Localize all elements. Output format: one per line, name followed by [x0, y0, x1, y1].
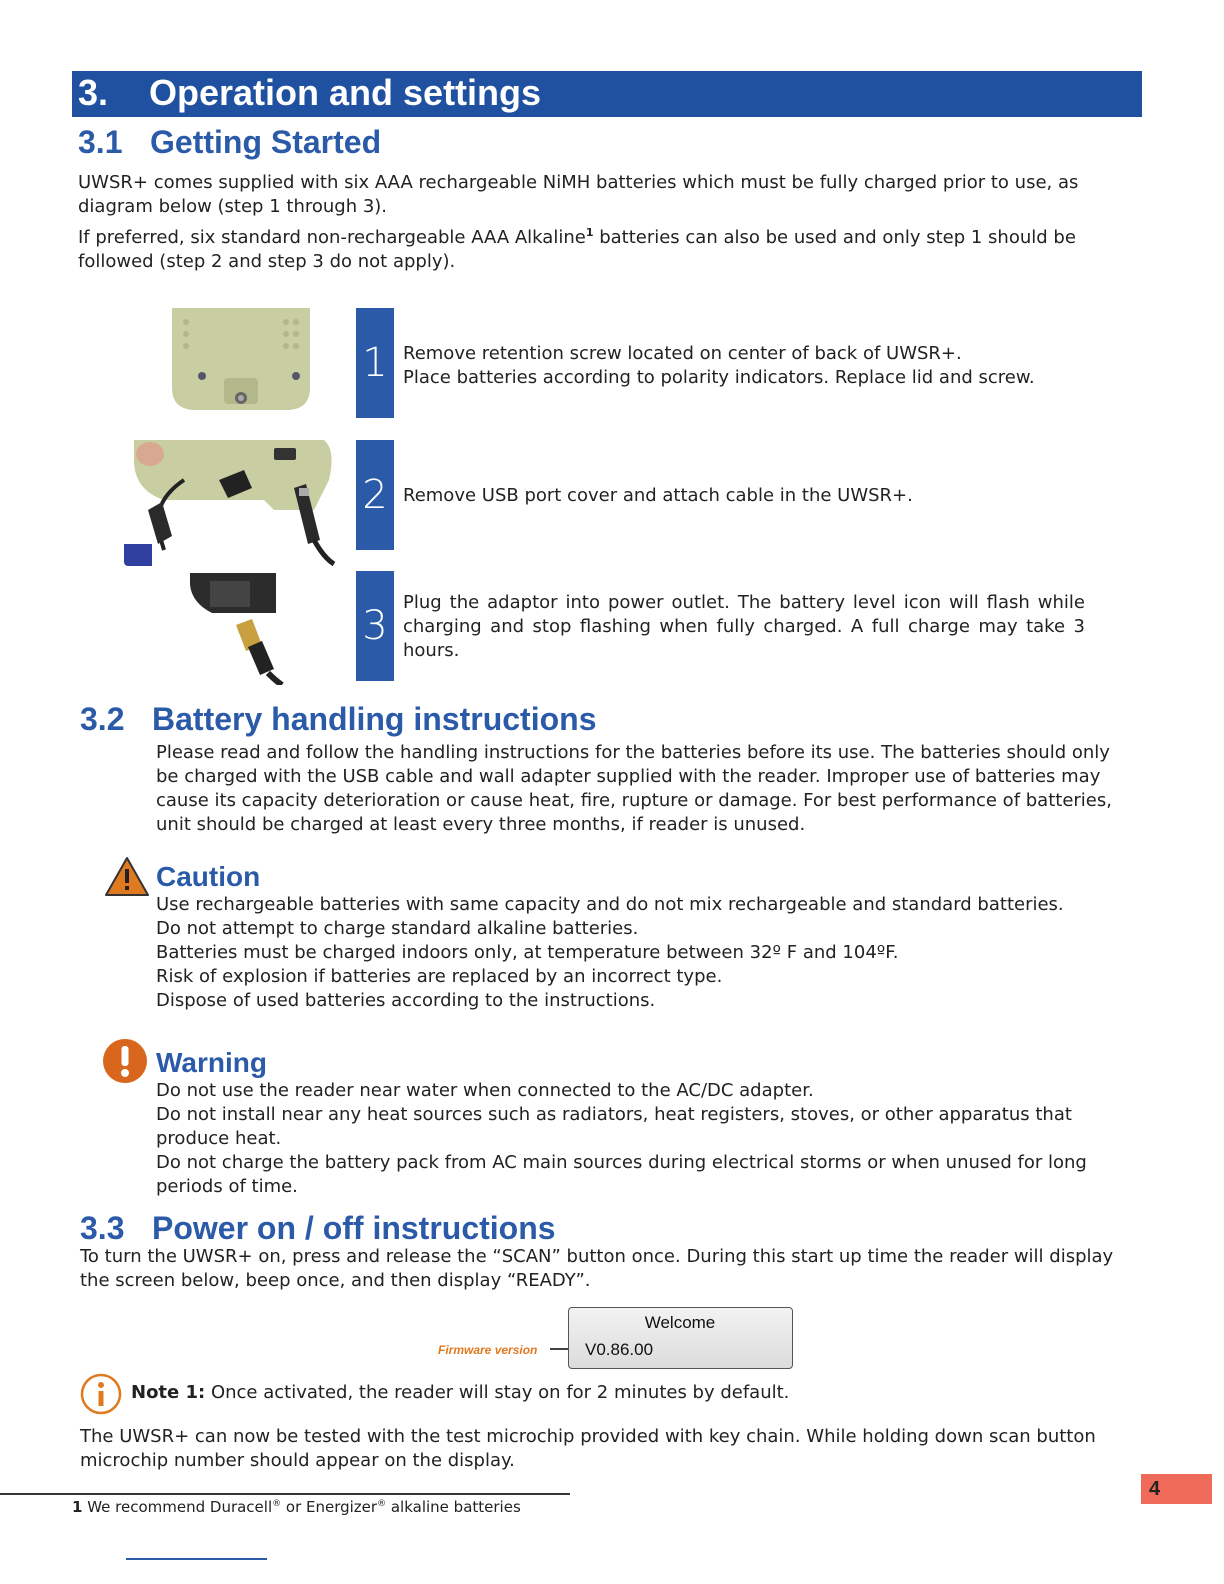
firmware-version-label: Firmware version: [438, 1343, 538, 1357]
warning-line: Do not use the reader near water when connected to the AC/DC adapter.: [156, 1080, 814, 1101]
step-2-text: Remove USB port cover and attach cable in the UWSR+.: [403, 485, 913, 506]
section-title: Battery handling instructions: [152, 701, 597, 737]
caution-list: [156, 893, 1146, 1013]
footnote-text: or Energizer: [281, 1498, 378, 1516]
warning-list: [156, 1079, 1138, 1199]
chapter-title: Operation and settings: [149, 72, 542, 113]
section-title: Getting Started: [150, 124, 382, 160]
step-1-text: [403, 342, 1103, 390]
registered-mark: ®: [377, 1499, 387, 1509]
usb-port-photo: [124, 440, 339, 566]
warning-line: Do not install near any heat sources such as radiators, heat registers, stoves, or other apparatus that produce heat.: [156, 1104, 1072, 1149]
alkaline-paragraph: [78, 226, 1138, 274]
step-3-text: Plug the adaptor into power outlet. The battery level icon will flash while charging and stop flashing when fully charged. A full charge may take 3 hours.: [403, 592, 1085, 661]
lcd-version-text: V0.86.00: [585, 1340, 654, 1359]
registered-mark: ®: [272, 1499, 282, 1509]
battery-compartment-photo: [170, 308, 312, 412]
footnote: [72, 1498, 521, 1516]
intro-paragraph: UWSR+ comes supplied with six AAA rechargeable NiMH batteries which must be fully charged prior to use, as diagram below (step 1 through 3).: [78, 172, 1079, 217]
warning-title: Warning: [156, 1047, 267, 1078]
footnote-text: We recommend Duracell: [82, 1498, 273, 1516]
chapter-number: 3.: [78, 72, 109, 113]
bottom-rule: [126, 1558, 267, 1560]
note-label: Note 1:: [131, 1382, 206, 1403]
step-3-badge: 3: [356, 571, 394, 681]
adaptor-photo: [182, 573, 294, 685]
warning-line: Do not charge the battery pack from AC main sources during electrical storms or when unused for long periods of time.: [156, 1152, 1087, 1197]
alkaline-text: If preferred, six standard non-rechargeable AAA Alkaline: [78, 227, 586, 248]
note-body: Once activated, the reader will stay on for 2 minutes by default.: [205, 1382, 790, 1403]
alkaline-text-cont: batteries can also be used and only step 1 should be followed (step 2 and step 3 do not apply).: [78, 227, 1076, 272]
footnote-divider: [0, 1493, 570, 1495]
caution-triangle-icon: [104, 855, 150, 897]
caution-title: Caution: [156, 861, 261, 892]
lcd-display: [568, 1307, 793, 1369]
caution-line: Do not attempt to charge standard alkaline batteries.: [156, 918, 639, 939]
footnote-ref: 1: [585, 226, 594, 239]
test-microchip-paragraph: The UWSR+ can now be tested with the test microchip provided with key chain. While holding down scan button microchip number should appear on the display.: [80, 1426, 1096, 1471]
caution-line: Dispose of used batteries according to the instructions.: [156, 990, 656, 1011]
step-2-badge: 2: [356, 440, 394, 550]
chapter-heading: [72, 71, 1142, 117]
note-text: [131, 1381, 1131, 1405]
step-1-line1: Remove retention screw located on center of back of UWSR+.: [403, 343, 962, 364]
caution-line: Use rechargeable batteries with same capacity and do not mix rechargeable and standard batteries.: [156, 894, 1064, 915]
section-heading-3-2: [80, 701, 596, 738]
step-1-badge: 1: [356, 308, 394, 418]
section-number: 3.2: [80, 701, 125, 737]
section-heading-3-3: [80, 1210, 556, 1247]
section-number: 3.3: [80, 1210, 125, 1246]
section-heading-3-1: [78, 124, 381, 161]
page-number: 4: [1141, 1474, 1212, 1504]
section-number: 3.1: [78, 124, 123, 160]
power-on-paragraph: To turn the UWSR+ on, press and release the “SCAN” button once. During this start up time the reader will display the screen below, beep once, and then display “READY”.: [80, 1246, 1114, 1291]
caution-line: Batteries must be charged indoors only, at temperature between 32º F and 104ºF.: [156, 942, 899, 963]
battery-handling-paragraph: Please read and follow the handling instructions for the batteries before its use. The batteries should only be charged with the USB cable and wall adapter supplied with the reader. Improper use of batteries may cause its capacity deterioration or cause heat, fire, rupture or damage. For best performance of batteries, unit should be charged at least every three months, if reader is unused.: [156, 742, 1112, 835]
warning-exclamation-icon: [102, 1038, 148, 1084]
step-1-line2: Place batteries according to polarity indicators. Replace lid and screw.: [403, 367, 1035, 388]
footnote-number: 1: [72, 1498, 83, 1516]
caution-line: Risk of explosion if batteries are replaced by an incorrect type.: [156, 966, 723, 987]
footnote-text: alkaline batteries: [386, 1498, 521, 1516]
lcd-welcome-text: Welcome: [644, 1313, 716, 1332]
section-title: Power on / off instructions: [152, 1210, 556, 1246]
info-icon: [80, 1373, 122, 1415]
